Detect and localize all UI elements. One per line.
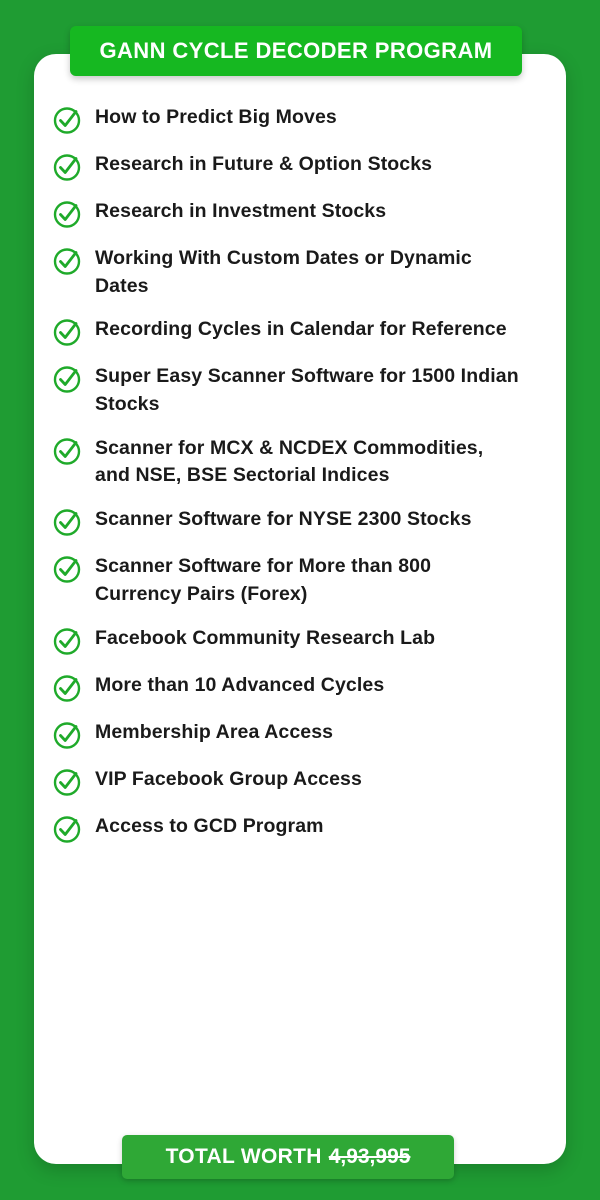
list-item bbox=[52, 766, 522, 797]
total-worth-value: 4,93,995 bbox=[328, 1145, 411, 1168]
list-item bbox=[52, 672, 522, 703]
check-circle-icon bbox=[52, 720, 82, 750]
list-item-label: Scanner Software for More than 800 Currency Pairs (Forex) bbox=[95, 555, 432, 605]
list-item-label: Working With Custom Dates or Dynamic Dates bbox=[95, 247, 472, 297]
check-circle-icon bbox=[52, 199, 82, 229]
list-item bbox=[52, 104, 522, 135]
list-item-label: Research in Future & Option Stocks bbox=[95, 153, 433, 175]
list-item bbox=[52, 506, 522, 537]
list-item-label: VIP Facebook Group Access bbox=[95, 767, 362, 790]
total-worth-banner bbox=[122, 1135, 454, 1179]
check-circle-icon bbox=[52, 673, 82, 703]
check-circle-icon bbox=[52, 436, 82, 466]
feature-list bbox=[52, 104, 522, 860]
list-item bbox=[52, 363, 522, 418]
list-item bbox=[52, 553, 522, 608]
list-item bbox=[52, 151, 522, 182]
list-item bbox=[52, 719, 522, 750]
check-circle-icon bbox=[52, 364, 82, 394]
list-item bbox=[52, 198, 522, 229]
check-circle-icon bbox=[52, 317, 82, 347]
page-title: GANN CYCLE DECODER PROGRAM bbox=[99, 38, 493, 63]
list-item-label: Access to GCD Program bbox=[95, 814, 324, 837]
list-item bbox=[52, 625, 522, 656]
check-circle-icon bbox=[52, 152, 82, 182]
list-item-label: Research in Investment Stocks bbox=[95, 200, 387, 222]
list-item bbox=[52, 435, 522, 490]
list-item-label: More than 10 Advanced Cycles bbox=[95, 673, 385, 696]
list-item bbox=[52, 316, 522, 347]
list-item-label: Scanner Software for NYSE 2300 Stocks bbox=[95, 508, 472, 531]
check-circle-icon bbox=[52, 767, 82, 797]
check-circle-icon bbox=[52, 246, 82, 276]
list-item bbox=[52, 245, 522, 300]
check-circle-icon bbox=[52, 507, 82, 537]
total-worth-label: TOTAL WORTH bbox=[165, 1145, 322, 1168]
list-item-label: Super Easy Scanner Software for 1500 Indian Stocks bbox=[95, 365, 519, 416]
check-circle-icon bbox=[52, 814, 82, 844]
check-circle-icon bbox=[52, 554, 82, 584]
check-circle-icon bbox=[52, 105, 82, 135]
check-circle-icon bbox=[52, 626, 82, 656]
list-item-label: Facebook Community Research Lab bbox=[95, 626, 436, 649]
list-item-label: How to Predict Big Moves bbox=[95, 106, 337, 128]
list-item-label: Recording Cycles in Calendar for Reference bbox=[95, 318, 507, 341]
header-banner bbox=[70, 26, 522, 76]
list-item-label: Membership Area Access bbox=[95, 720, 334, 743]
list-item bbox=[52, 813, 522, 844]
list-item-label: Scanner for MCX & NCDEX Commodities, and NSE, BSE Sectorial Indices bbox=[95, 436, 484, 487]
